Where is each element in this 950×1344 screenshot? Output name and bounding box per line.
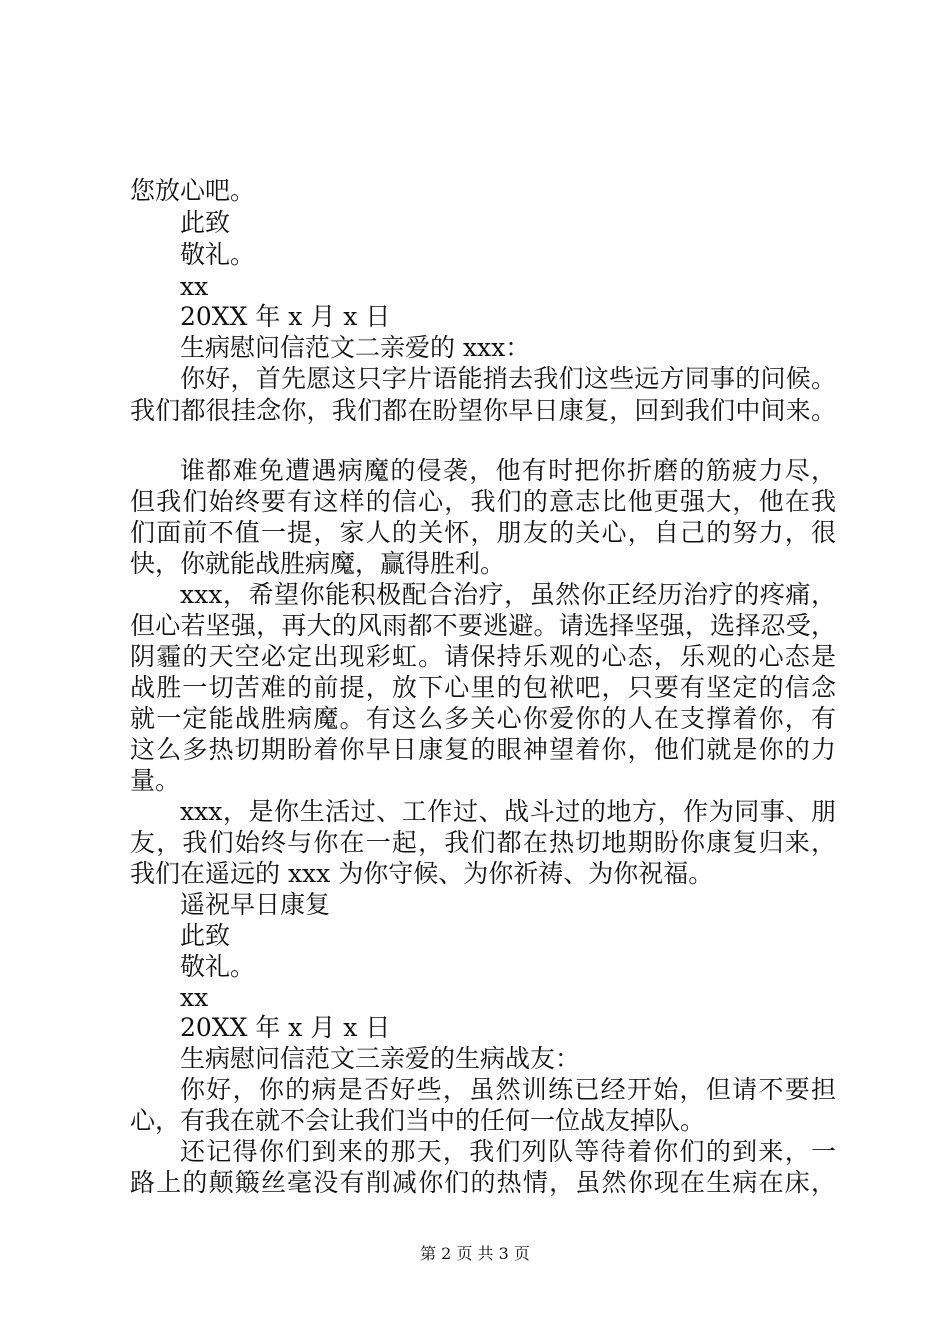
text-line: xxx，是你生活过、工作过、战斗过的地方，作为同事、朋 (180, 797, 836, 826)
text-line: 敬礼。 (180, 240, 256, 269)
text-line: 生病慰问信范文三亲爱的生病战友： (180, 1044, 581, 1073)
text-line: xx (180, 983, 209, 1012)
text-line: 们面前不值一提，家人的关怀，朋友的关心，自己的努力，很 (130, 518, 836, 547)
text-line: 您放心吧。 (130, 176, 256, 205)
text-line: xx (180, 272, 209, 301)
text-line: 路上的颠簸丝毫没有削减你们的热情，虽然你现在生病在床， (130, 1168, 836, 1197)
page-number-footer: 第 2 页 共 3 页 (420, 1244, 530, 1263)
text-line: 我们在遥远的 xxx 为你守候、为你祈祷、为你祝福。 (130, 859, 714, 888)
text-line: 就一定能战胜病魔。有这么多关心你爱你的人在支撑着你，有 (130, 704, 836, 733)
text-line: 遥祝早日康复 (180, 890, 331, 919)
text-line: 此致 (180, 208, 231, 237)
text-line: 敬礼。 (180, 952, 256, 981)
text-line: 还记得你们到来的那天，我们列队等待着你们的到来，一 (180, 1137, 836, 1166)
text-line: 这么多热切期盼着你早日康复的眼神望着你，他们就是你的力 (130, 735, 836, 764)
text-line: 你好，首先愿这只字片语能捎去我们这些远方同事的问候。 (180, 364, 836, 393)
text-line: 谁都难免遭遇病魔的侵袭，他有时把你折磨的筋疲力尽， (180, 456, 836, 485)
text-line: 但心若坚强，再大的风雨都不要逃避。请选择坚强，选择忍受， (130, 611, 836, 640)
text-line: 但我们始终要有这样的信心，我们的意志比他更强大，他在我 (130, 487, 836, 516)
text-line: 生病慰问信范文二亲爱的 xxx： (180, 333, 531, 362)
text-line: 友，我们始终与你在一起，我们都在热切地期盼你康复归来， (130, 828, 836, 857)
text-line: 此致 (180, 921, 231, 950)
text-line: 你好，你的病是否好些，虽然训练已经开始，但请不要担 (180, 1075, 836, 1104)
text-line: 我们都很挂念你，我们都在盼望你早日康复，回到我们中间来。 (130, 396, 836, 425)
text-line: 20XX 年 x 月 x 日 (180, 302, 391, 331)
text-line: 快，你就能战胜病魔，赢得胜利。 (130, 549, 506, 578)
text-line: 心，有我在就不会让我们当中的任何一位战友掉队。 (130, 1106, 706, 1135)
text-line: 战胜一切苦难的前提，放下心里的包袱吧，只要有坚定的信念 (130, 673, 836, 702)
text-line: 20XX 年 x 月 x 日 (180, 1013, 391, 1042)
text-line: 量。 (130, 766, 181, 795)
text-line: xxx，希望你能积极配合治疗，虽然你正经历治疗的疼痛， (180, 580, 836, 609)
text-line: 阴霾的天空必定出现彩虹。请保持乐观的心态，乐观的心态是 (130, 642, 836, 671)
